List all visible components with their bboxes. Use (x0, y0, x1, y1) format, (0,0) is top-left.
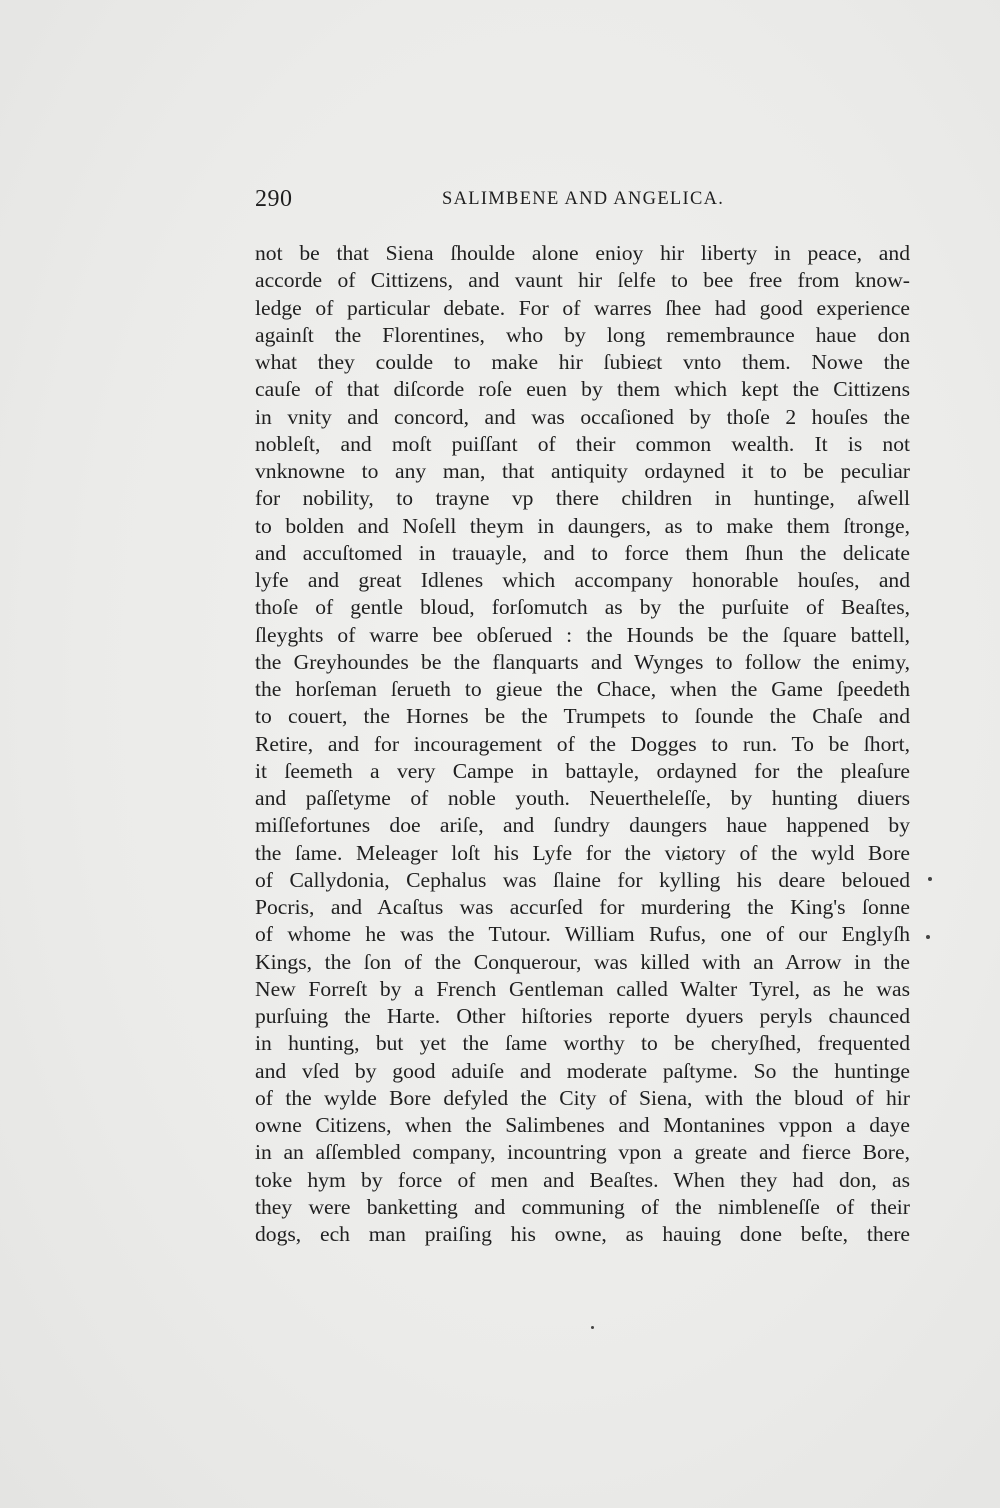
text-line: dogs, ech man praiſing his owne, as hauing done beſte, there (255, 1222, 910, 1246)
text-line: not be that Siena ſhoulde alone enioy hir liberty in peace, and (255, 241, 910, 265)
margin-speck (591, 1326, 594, 1329)
text-line: ſleyghts of warre bee obſerued : the Hounds be the ſquare battell, (255, 622, 910, 647)
text-line: Retire, and for incouragement of the Dogges to run. To be ſhort, (255, 731, 910, 756)
text-line: lyfe and great Idlenes which accompany honorable houſes, and (255, 568, 910, 592)
text-line: Pocris, and Acaſtus was accurſed for murdering the King's ſonne (255, 895, 910, 919)
text-line: and vſed by good aduiſe and moderate paſtyme. So the huntinge (255, 1058, 910, 1083)
text-line: nobleſt, and moſt puiſſant of their common wealth. It is not (255, 431, 910, 456)
text-line: they were banketting and communing of the nimbleneſſe of their (255, 1194, 910, 1219)
text-line: for nobility, to trayne vp there children in huntinge, aſwell (255, 486, 910, 511)
page-number: 290 (255, 186, 293, 212)
text-line: vnknowne to any man, that antiquity ordayned it to be peculiar (255, 459, 910, 483)
text-line: accorde of Cittizens, and vaunt hir ſelfe to bee free from know- (255, 268, 910, 293)
text-line: the ſame. Meleager loſt his Lyfe for the viɕtory of the wyld Bore (255, 840, 910, 865)
text-line: what they coulde to make hir ſubieɕt vnto them. Nowe the (255, 350, 910, 374)
text-line: thoſe of gentle bloud, forſomutch as by the purſuite of Beaſtes, (255, 595, 910, 620)
text-line: the horſeman ſerueth to gieue the Chace, when the Game ſpeedeth (255, 677, 910, 701)
text-line: toke hym by force of men and Beaſtes. When they had don, as (255, 1167, 910, 1192)
text-line: miſſefortunes doe ariſe, and ſundry daungers haue happened by (255, 813, 910, 838)
text-line: New Forreſt by a French Gentleman called Walter Tyrel, as he was (255, 976, 910, 1001)
text-line: to bolden and Noſell theym in daungers, as to make them ſtronge, (255, 513, 910, 538)
text-line: cauſe of that diſcorde roſe euen by them which kept the Cittizens (255, 377, 910, 402)
text-line: ledge of particular debate. For of warres ſhee had good experience (255, 295, 910, 320)
text-line: againſt the Florentines, who by long remembraunce haue don (255, 322, 910, 347)
text-line: the Greyhoundes be the flanquarts and Wynges to follow the enimy, (255, 649, 910, 674)
text-line: and paſſetyme of noble youth. Neuertheleſſe, by hunting diuers (255, 786, 910, 810)
body-text (255, 240, 910, 1248)
text-line: and accuſtomed in trauayle, and to force them ſhun the delicate (255, 540, 910, 565)
margin-speck (926, 935, 930, 939)
text-line: of the wylde Bore defyled the City of Siena, with the bloud of hir (255, 1085, 910, 1110)
margin-speck (928, 877, 932, 881)
running-head (255, 186, 910, 216)
text-line: to couert, the Hornes be the Trumpets to ſounde the Chaſe and (255, 704, 910, 729)
text-line: in hunting, but yet the ſame worthy to be cheryſhed, frequented (255, 1031, 910, 1056)
text-line: purſuing the Harte. Other hiſtories reporte dyuers peryls chaunced (255, 1004, 910, 1028)
text-line: owne Citizens, when the Salimbenes and Montanines vppon a daye (255, 1113, 910, 1137)
text-line: of whome he was the Tutour. William Rufus, one of our Englyſh (255, 922, 910, 947)
text-line: in vnity and concord, and was occaſioned by thoſe 2 houſes the (255, 404, 910, 429)
text-line: in an aſſembled company, incountring vpon a greate and fierce Bore, (255, 1140, 910, 1165)
text-line: it ſeemeth a very Campe in battayle, ordayned for the pleaſure (255, 758, 910, 783)
running-title: SALIMBENE AND ANGELICA. (442, 189, 725, 209)
text-line: of Callydonia, Cephalus was ſlaine for kylling his deare beloued (255, 867, 910, 892)
text-line: Kings, the ſon of the Conquerour, was killed with an Arrow in the (255, 949, 910, 974)
